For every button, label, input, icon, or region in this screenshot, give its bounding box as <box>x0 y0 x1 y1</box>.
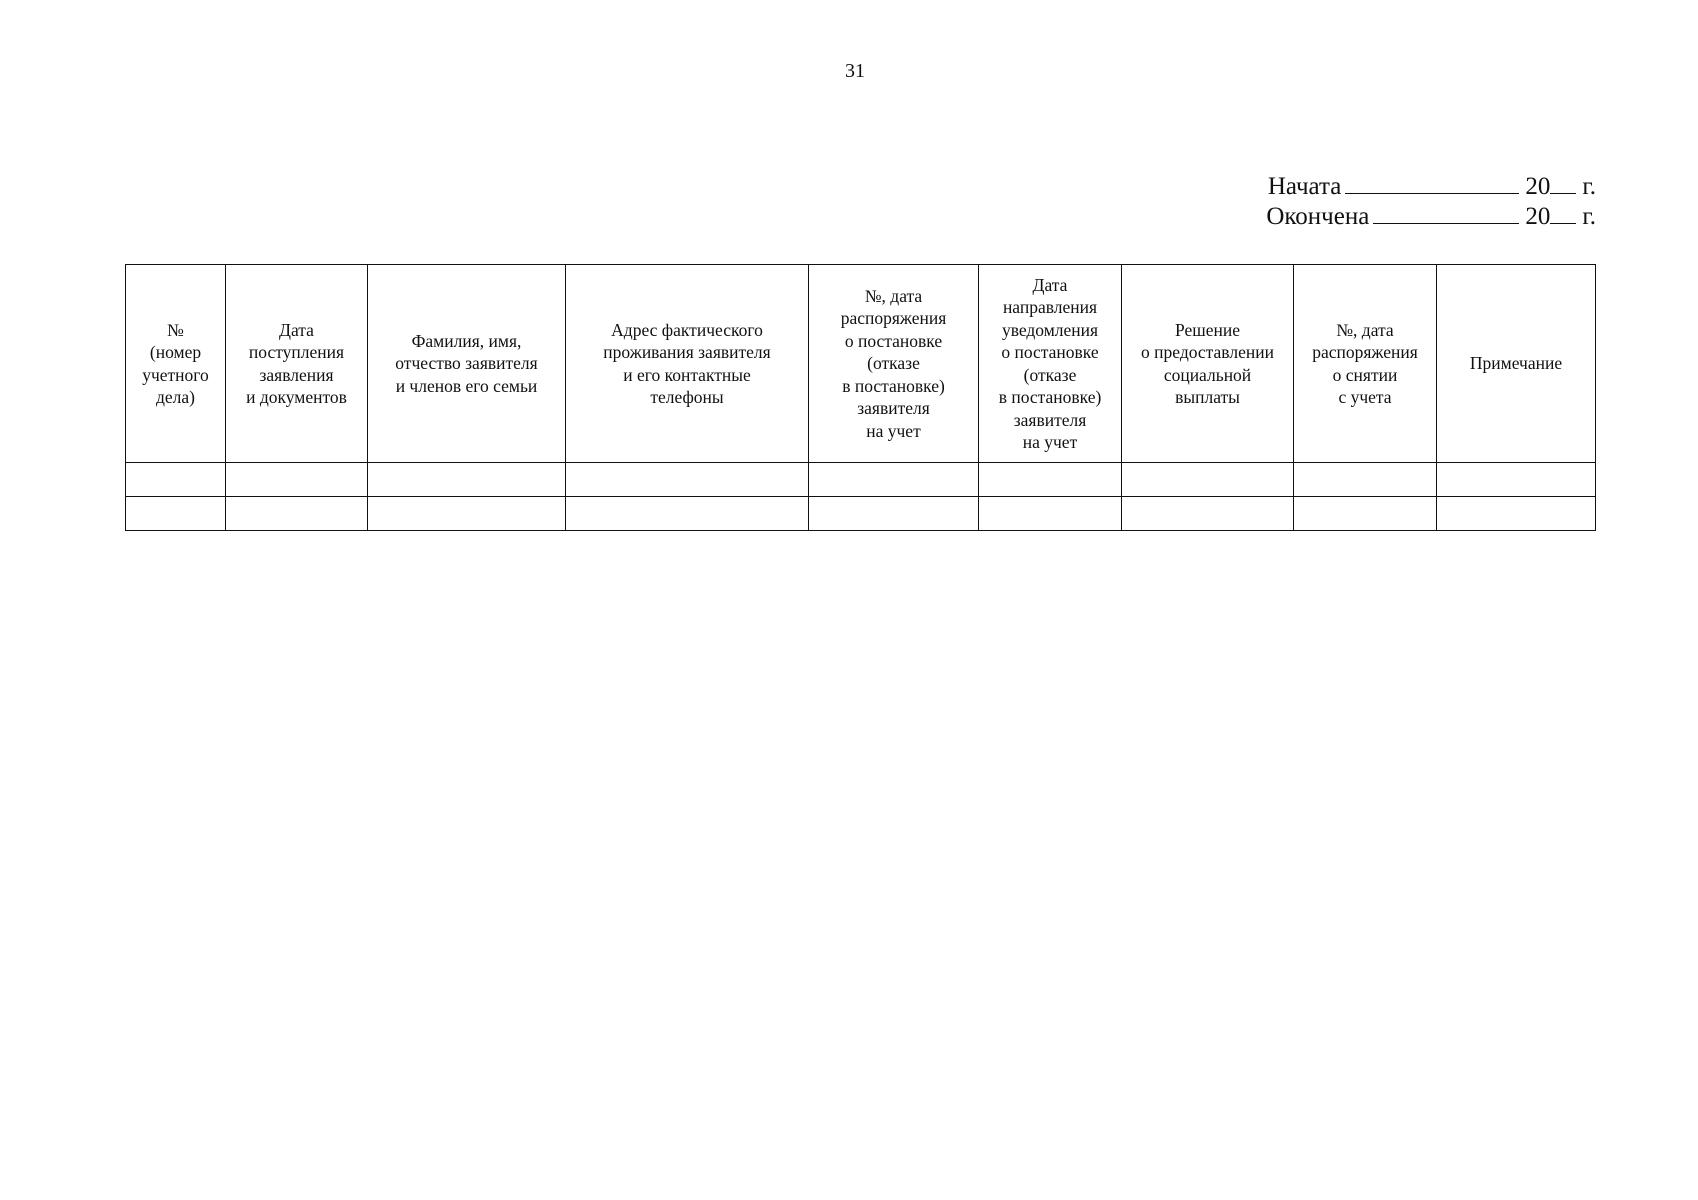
started-date-blank <box>1345 173 1519 194</box>
registration-journal-table <box>125 264 1596 531</box>
column-header-receipt-date: Дата поступления заявления и документов <box>226 265 368 463</box>
table-cell <box>1122 463 1294 497</box>
table-cell <box>809 497 979 531</box>
table-header-row <box>126 265 1596 463</box>
table-cell <box>226 463 368 497</box>
table-cell <box>566 463 809 497</box>
ended-year-suffix: г. <box>1582 203 1596 230</box>
started-label: Начата <box>1267 173 1342 200</box>
page-number: 31 <box>845 60 865 82</box>
table-cell <box>126 463 226 497</box>
started-year-blank <box>1550 173 1576 194</box>
table-cell <box>1122 497 1294 531</box>
table-cell <box>566 497 809 531</box>
table-cell <box>1437 463 1596 497</box>
table-cell <box>979 497 1122 531</box>
table-cell <box>979 463 1122 497</box>
column-header-full-name: Фамилия, имя, отчество заявителя и членов его семьи <box>368 265 566 463</box>
table-row <box>126 463 1596 497</box>
table-cell <box>1437 497 1596 531</box>
started-date-line <box>1266 172 1596 202</box>
table-cell <box>368 497 566 531</box>
started-year-prefix: 20 <box>1525 173 1551 200</box>
journal-dates <box>1266 172 1596 232</box>
column-header-note: Примечание <box>1437 265 1596 463</box>
ended-year-prefix: 20 <box>1525 203 1551 230</box>
column-header-registration-order: №, дата распоряжения о постановке (отказе в постановке) заявителя на учет <box>809 265 979 463</box>
column-header-address: Адрес фактического проживания заявителя и его контактные телефоны <box>566 265 809 463</box>
ended-year-blank <box>1550 203 1576 224</box>
table-cell <box>226 497 368 531</box>
table-cell <box>809 463 979 497</box>
column-header-deregistration-order: №, дата распоряжения о снятии с учета <box>1294 265 1437 463</box>
ended-date-blank <box>1373 203 1519 224</box>
column-header-case-number: № (номер учетного дела) <box>126 265 226 463</box>
column-header-notification-date: Дата направления уведомления о постановке (отказе в постановке) заявителя на учет <box>979 265 1122 463</box>
table-cell <box>368 463 566 497</box>
table-cell <box>126 497 226 531</box>
ended-date-line <box>1266 202 1596 232</box>
started-year-suffix: г. <box>1582 173 1596 200</box>
column-header-payment-decision: Решение о предоставлении социальной выплаты <box>1122 265 1294 463</box>
table-row <box>126 497 1596 531</box>
table-cell <box>1294 497 1437 531</box>
table-cell <box>1294 463 1437 497</box>
ended-label: Окончена <box>1266 203 1370 230</box>
